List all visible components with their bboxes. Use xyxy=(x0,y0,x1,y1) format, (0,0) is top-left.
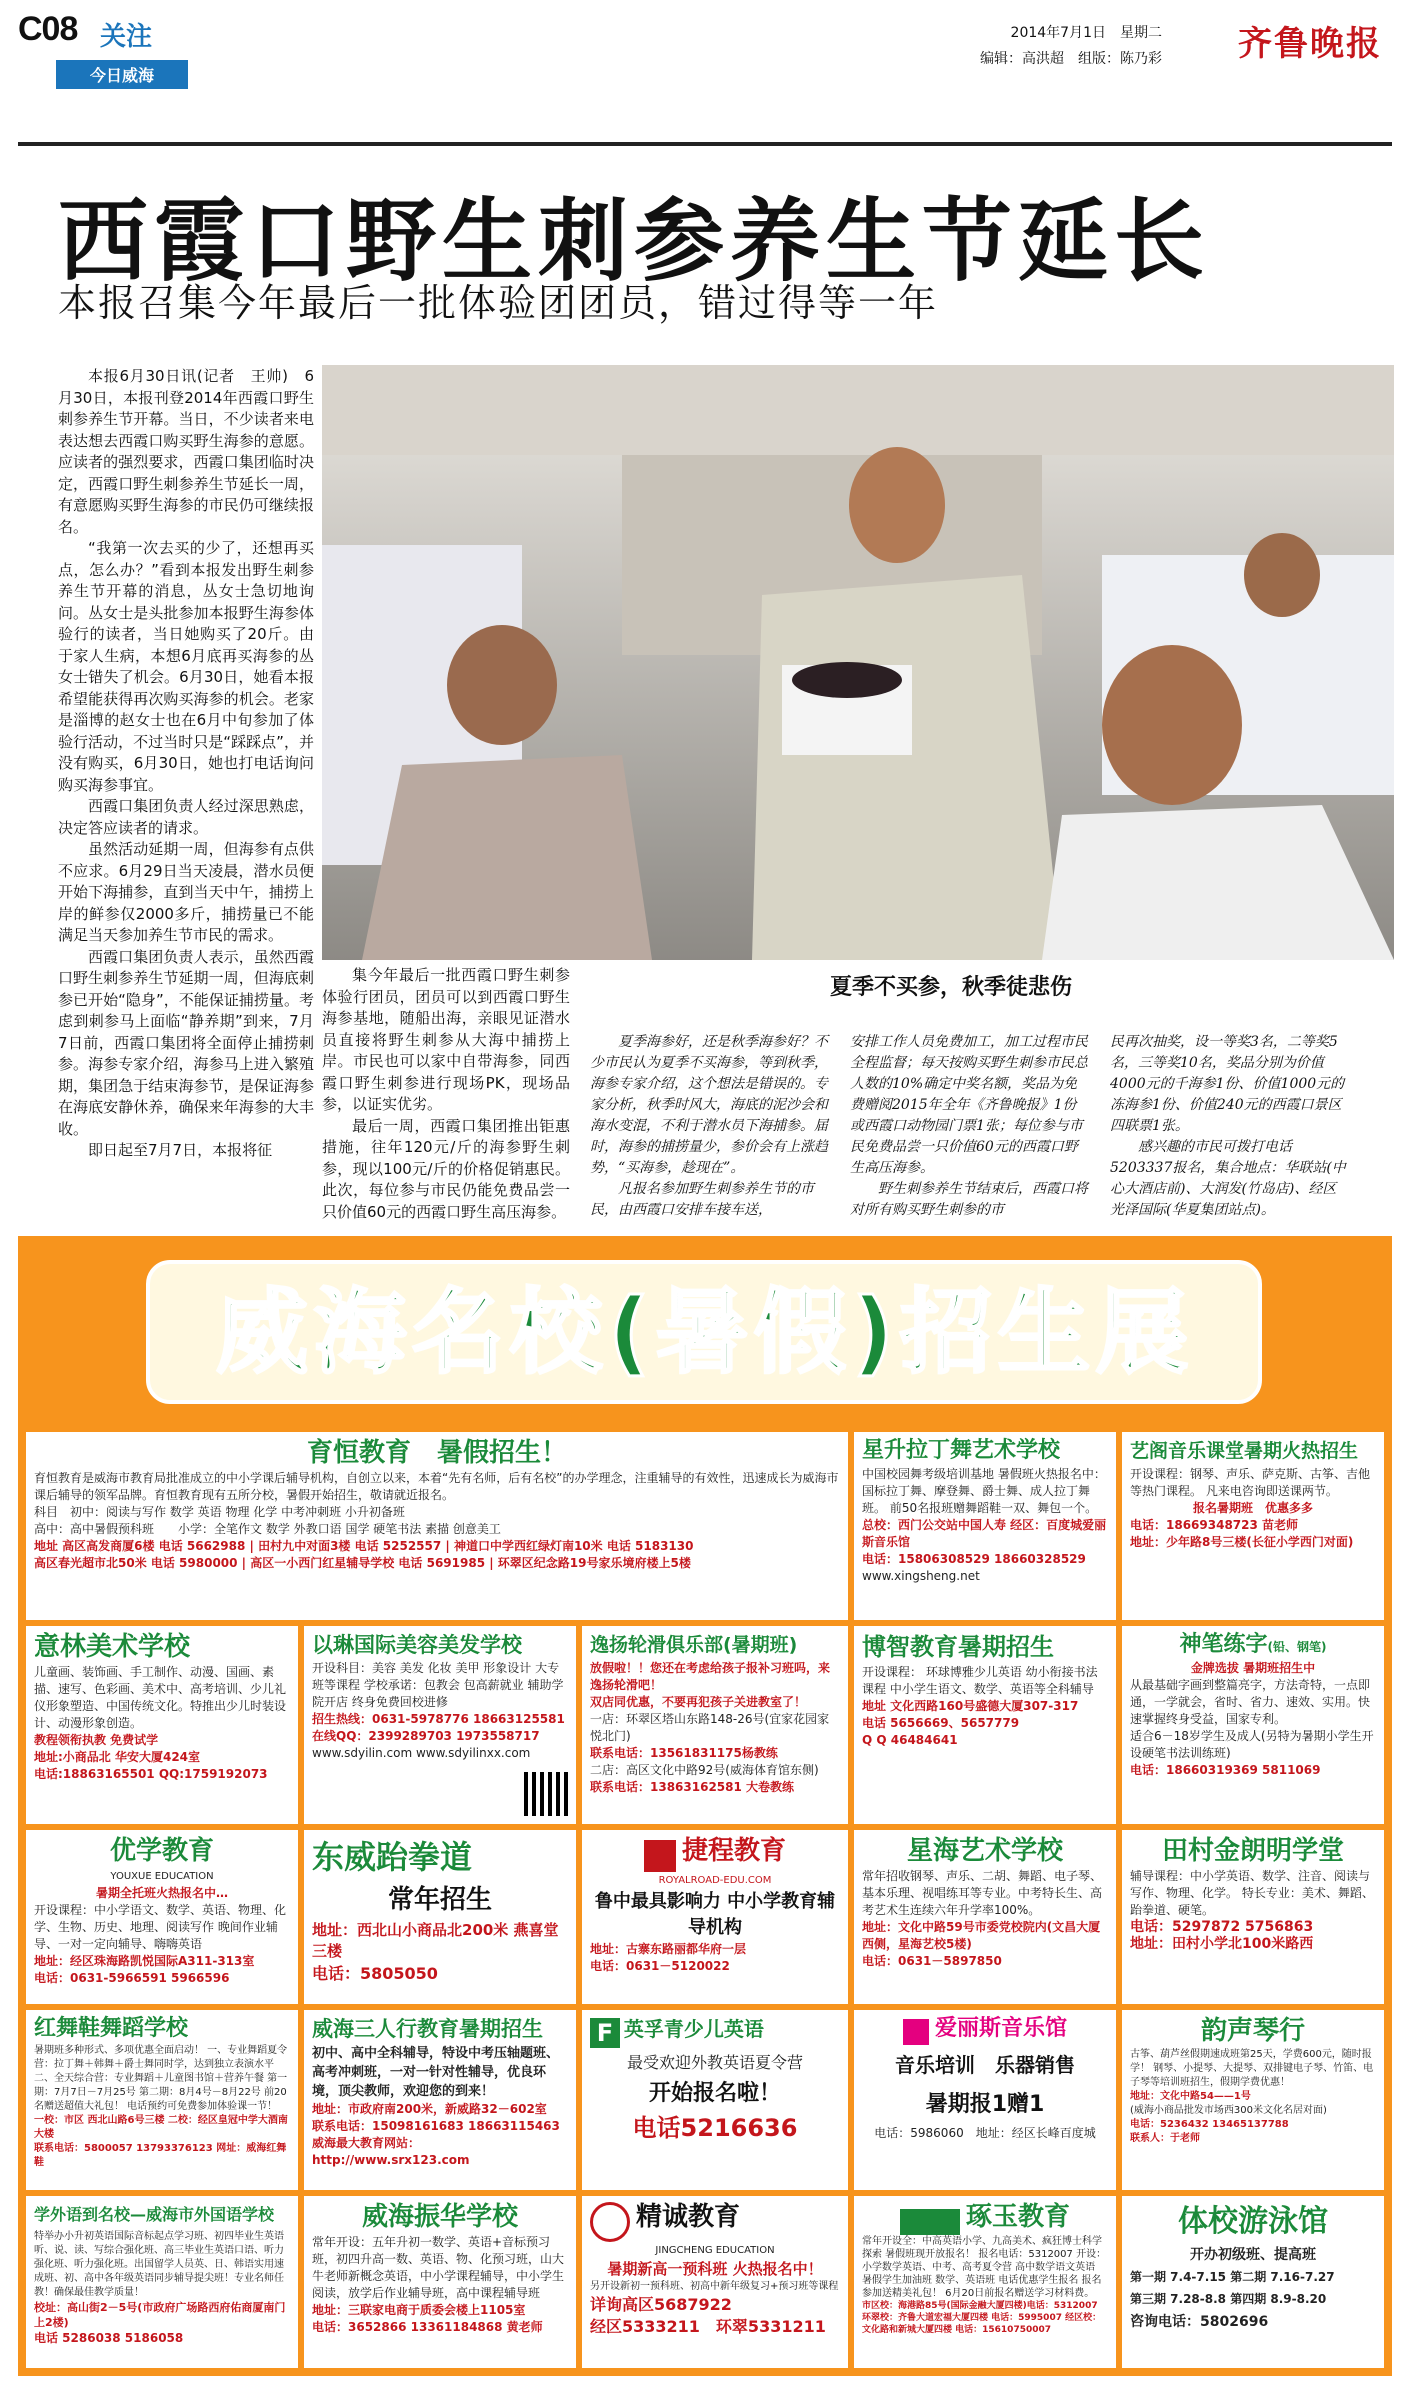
card-website[interactable]: ROYALROAD-EDU.COM xyxy=(658,1874,772,1886)
card-address: 一店：环翠区塔山东路148-26号(宜家花园家悦北门) xyxy=(590,1712,830,1743)
card-address: 地址 高区高发商厦6楼 电话 5662988 | 田村九中对面3楼 电话 5252557 | 神道口中学西红绿灯南10米 电话 5183130 xyxy=(34,1539,694,1553)
card-promo: 报名暑期班 优惠多多 xyxy=(1192,1501,1313,1515)
card-title: 以琳国际美容美发学校 xyxy=(312,1633,522,1657)
card-jingcheng xyxy=(582,2196,848,2368)
paragraph: 集今年最后一批西霞口野生刺参体验行团员，团员可以到西霞口野生海参基地，随船出海，亲眼见证潜水员直接将野生刺参从大海中捕捞上岸。市民也可以家中自带海参，同西霞口野生刺参进行现场PK，现场品参，以证实优劣。 xyxy=(322,966,570,1113)
card-jiecheng xyxy=(582,1830,848,2004)
section-title: 关注 xyxy=(100,22,153,52)
card-title: 琢玉教育 xyxy=(965,2202,1070,2232)
paragraph: 最后一周，西霞口集团推出钜惠措施，往年120元/斤的海参野生刺参，现以100元/斤的价格促销惠民。此次，每位参与市民仍能免费品尝一只价值60元的西霞口野生高压海参。 xyxy=(322,1116,570,1221)
card-title: 威海三人行教育暑期招生 xyxy=(312,2017,543,2041)
card-address: 地址：市政府南200米，新威路32－602室 xyxy=(312,2102,547,2116)
card-body: 常年开设：五年升初一数学、英语+音标预习班，初四升高一数、英语、物、化预习班，山大牛老师新概念英语，中小学课程辅导，中小学生阅读，放学后作业辅导班，高中课程辅导班 xyxy=(312,2235,565,2300)
card-subtitle: 开办初级班、提高班 xyxy=(1190,2247,1316,2263)
card-body: 常年开设全：中高英语小学、九高美术、疯狂博士科学探索 暑假班现开放报名！ 报名电话：5312007 开设：小学数学英语、中考、高考夏令营 高中数学语文英语 暑假学生加油班 数学、英语班 电话优惠学生报名 报名参加送精美礼包！ 6月20日前报名赠送学习材料费。 xyxy=(862,2235,1107,2299)
card-promo: 开始报名啦！ xyxy=(648,2080,781,2106)
sidebar-column-3 xyxy=(1110,1032,1350,1227)
card-phone: 电话：5236432 13465137788 xyxy=(1130,2119,1289,2130)
card-address: 地址：三联家电商于质委会楼上1105室 xyxy=(312,2303,526,2317)
card-website[interactable]: 威海最大教育网站：http://www.srx123.com xyxy=(312,2136,470,2167)
card-title: 爱丽斯音乐馆 xyxy=(934,2016,1067,2041)
card-english-name: YOUXUE EDUCATION xyxy=(110,1871,214,1882)
card-subtitle: (铅、钢笔) xyxy=(1267,1640,1327,1654)
card-address-note: (威海小商品批发市场西300米文化名居对面) xyxy=(1130,2105,1327,2116)
card-shenbi xyxy=(1122,1626,1384,1824)
card-address: 地址：文化中路59号市委党校院内(文昌大厦西侧，星海艺校5楼) xyxy=(862,1920,1101,1951)
card-title: 星海艺术学校 xyxy=(906,1836,1063,1866)
jingcheng-logo-icon xyxy=(590,2202,630,2242)
photo-caption: 夏季不买参，秋季徒悲伤 xyxy=(830,975,1073,1000)
card-title: 英孚青少儿英语 xyxy=(623,2017,764,2041)
sidebar-column-2 xyxy=(850,1032,1090,1227)
card-contact: 联系人：于老师 xyxy=(1130,2133,1200,2144)
card-body: 儿童画、装饰画、手工制作、动漫、国画、素描、速写、色彩画、美术中、高考培训、少儿礼仪形象塑造、中国传统文化。特推出少儿时装设计、动漫形象创造。 xyxy=(34,1665,287,1730)
newspaper-masthead: 齐鲁晚报 xyxy=(1238,24,1382,64)
card-promo: 暑期报1赠1 xyxy=(925,2091,1045,2117)
card-promo: 双店同优惠，不要再犯孩子关进教室了！ xyxy=(590,1695,807,1709)
card-promo: 暑期全托班火热报名中… xyxy=(95,1886,228,1900)
card-title: 逸扬轮滑俱乐部(暑期班) xyxy=(590,1634,798,1656)
card-phone: 电话5216636 xyxy=(632,2113,798,2142)
school-ad-section xyxy=(18,1236,1392,2376)
header-rule xyxy=(18,142,1392,146)
card-xingsheng xyxy=(854,1432,1116,1620)
ad-title-art xyxy=(18,1236,1392,1426)
card-phone: 联系电话：5800057 13793376123 网址：威海红舞鞋 xyxy=(34,2143,287,2168)
paragraph: 虽然活动延期一周，但海参有点供不应求。6月29日当天凌晨，潜水员便开始下海捕参，直到当天中午，捕捞上岸的鲜参仅2000多斤，捕捞量已不能满足当天参加养生节市民的需求。 xyxy=(58,840,314,944)
card-yiyang xyxy=(582,1626,848,1824)
card-english-name: JINGCHENG EDUCATION xyxy=(655,2244,775,2256)
card-yingfu xyxy=(582,2010,848,2190)
qr-code-icon xyxy=(524,1772,568,1816)
bus-interior-photo xyxy=(322,365,1394,960)
card-body: 辅导课程：中小学英语、数学、注音、阅读与写作、物理、化学。 特长专业：美术、舞蹈、跆拳道、硬笔。 xyxy=(1130,1869,1374,1917)
card-phone: 电话：5986060 地址：经区长峰百度城 xyxy=(874,2125,1096,2140)
card-subjects: 高中：高中暑假预科班 小学：全笔作文 数学 外教口语 国学 硬笔书法 素描 创意美工 xyxy=(34,1522,501,1536)
card-address: 地址：经区珠海路凯悦国际A311-313室 xyxy=(34,1954,255,1968)
card-title: 威海振华学校 xyxy=(361,2202,518,2232)
card-website[interactable]: www.sdyilin.com www.sdyilinxx.com xyxy=(312,1746,531,1760)
card-phone: 电话：3652866 13361184868 黄老师 xyxy=(312,2320,543,2334)
card-address: 一校：市区 西北山路6号三楼 二校：经区皇冠中学大酒南大楼 xyxy=(34,2115,288,2140)
card-address: 地址：西北山小商品北200米 燕喜堂三楼 xyxy=(312,1921,559,1960)
card-title: 精诚教育 xyxy=(636,2202,741,2232)
card-body: 中国校园舞考级培训基地 暑假班火热报名中：国标拉丁舞、摩登舞、爵士舞、成人拉丁舞班。 前50名报班赠舞蹈鞋一双、舞包一个。 xyxy=(862,1467,1106,1515)
page-number: C08 xyxy=(18,10,78,48)
subsection-tag: 今日威海 xyxy=(56,60,188,89)
card-address: 二店：高区文化中路92号(威海体育馆东侧) xyxy=(590,1763,819,1777)
card-hongwuxie xyxy=(26,2010,298,2190)
card-body: 从最基础字画到整篇亮字，方法奇特，一点即通，一学就会，省时、省力、速效、实用。快速掌握终身受益，国家专利。 xyxy=(1130,1678,1371,1726)
card-phone: 联系电话：13863162581 大卷教练 xyxy=(590,1780,795,1794)
article-column-1 xyxy=(58,366,314,1226)
editors-line: 编辑：高洪超 组版：陈乃彩 xyxy=(980,51,1162,67)
paragraph: 本报6月30日讯(记者 王帅) 6月30日，本报刊登2014年西霞口野生刺参养生节开幕。当日，不少读者来电表达想去西霞口购买野生海参的意愿。应读者的强烈要求，西霞口集团临时决定，西霞口野生刺参养生节延长一周，有意愿购买野生海参的市民仍可继续报名。 xyxy=(58,367,314,536)
card-address: 高区春光超市北50米 电话 5980000 | 高区一小西门红星辅导学校 电话 5691985 | 环翠区纪念路19号家乐境府楼上5楼 xyxy=(34,1556,691,1570)
paragraph: 西霞口集团负责人经过深思熟虑，决定答应读者的请求。 xyxy=(58,797,314,837)
card-promo: 金牌选拔 暑期班招生中 xyxy=(1190,1661,1316,1675)
card-phone: 电话：18660319369 5811069 xyxy=(1130,1763,1321,1777)
card-address: 市区校：海港路85号(国际金融大厦四楼)电话：5312007 环翠校：齐鲁大道宏福大厦四楼 电话：5995007 经区校：文化路和新城大厦四楼 电话：15610750007 xyxy=(862,2300,1102,2335)
article-headline: 西霞口野生刺参养生节延长 xyxy=(58,189,1210,294)
sidebar-paragraph: 凡报名参加野生刺参养生节的市民，由西霞口安排车接车送， xyxy=(590,1181,814,1218)
card-body: 音乐培训 乐器销售 xyxy=(895,2052,1075,2077)
card-foreign-lang xyxy=(26,2196,298,2368)
card-yige xyxy=(1122,1432,1384,1620)
sidebar-paragraph: 民再次抽奖，设一等奖3名，二等奖5名，三等奖10名，奖品分别为价值4000元的千海参1份、价值1000元的冻海参1份、价值240元的西霞口景区四联票1张。 xyxy=(1110,1034,1345,1134)
card-phone: 电话：5805050 xyxy=(312,1964,438,1983)
card-address: 地址:小商品北 华安大厦424室 xyxy=(34,1750,201,1764)
news-photo xyxy=(322,365,1394,960)
sidebar-paragraph: 感兴趣的市民可拨打电话5203337报名，集合地点：华联站(中心大酒店前)、大润发(竹岛店)、经区光泽国际(华夏集团站点)。 xyxy=(1110,1139,1346,1218)
card-zhenhua xyxy=(304,2196,576,2368)
card-body: 鲁中最具影响力 中小学教育辅导机构 xyxy=(594,1890,836,1938)
page-header xyxy=(18,10,1392,90)
sidebar-paragraph: 安排工作人员免费加工，加工过程市民全程监督；每天按购买野生刺参市民总人数的10%确定中奖名额，奖品为免费赠阅2015年全年《齐鲁晚报》1份或西霞口动物园门票1张；每位参与市民免费品尝一只价值60元的西霞口野生高压海参。 xyxy=(850,1034,1088,1176)
card-subtitle: 常年招生 xyxy=(387,1885,492,1915)
sidebar-column-1 xyxy=(590,1032,830,1227)
card-address: 地址：文化中路54——1号 xyxy=(1130,2091,1251,2102)
card-qq: Q Q 46484641 xyxy=(862,1733,958,1747)
card-qq: 在线QQ：2399289703 1973558717 xyxy=(312,1729,540,1743)
card-bozhi xyxy=(854,1626,1116,1824)
card-phone: 联系电话：15098161683 18663115463 xyxy=(312,2119,560,2133)
zhuoyu-logo-icon xyxy=(900,2209,960,2235)
card-phone: 联系电话：13561831175杨教练 xyxy=(590,1746,778,1760)
card-phone: 咨询电话：5802696 xyxy=(1130,2314,1269,2330)
card-phone: 电话：0631－5897850 xyxy=(862,1954,1002,1968)
dateline: 2014年7月1日 星期二 xyxy=(1010,25,1162,41)
card-address: 地址：少年路8号三楼(长征小学西门对面) xyxy=(1130,1535,1354,1549)
yingfu-logo-icon: F xyxy=(590,2018,620,2048)
card-promo: 放假啦！！您还在考虑给孩子报补习班吗，来逸扬轮滑吧！ xyxy=(590,1661,831,1692)
card-body: 常年招收钢琴、声乐、二胡、舞蹈、电子琴、基本乐理、视唱练耳等专业。中考特长生、高考艺术生连续六年升学率100%。 xyxy=(862,1869,1103,1917)
card-title: 红舞鞋舞蹈学校 xyxy=(34,2016,189,2041)
card-phone: 经区5333211 环翠5331211 xyxy=(590,2316,826,2336)
card-yuheng xyxy=(26,1432,848,1620)
card-phone: 电话：5297872 5756863 xyxy=(1130,1919,1314,1935)
card-body: 育恒教育是威海市教育局批准成立的中小学课后辅导机构，自创立以来，本着“先有名师，后有名校”的办学理念，注重辅导的有效性，迅速成长为威海市课后辅导的领军品牌。育恒教育现有五所分校，暑假开始招生，敬请就近报名。 xyxy=(34,1471,839,1502)
card-phone: 电话 5286038 5186058 xyxy=(34,2331,184,2345)
card-body: 开设课程：中小学语文、数学、英语、物理、化学、生物、历史、地理、阅读写作 晚间作业辅导、一对一定向辅导、嗨嗨英语 xyxy=(34,1903,287,1951)
jiecheng-logo-icon xyxy=(644,1840,676,1872)
card-schedule: 第一期 7.4-7.15 第二期 7.16-7.27 xyxy=(1130,2270,1335,2284)
card-title: 东威跆拳道 xyxy=(312,1838,473,1876)
card-yilin-art xyxy=(26,1626,298,1824)
card-body: 最受欢迎外教英语夏令营 xyxy=(626,2052,803,2072)
card-xinghai xyxy=(854,1830,1116,2004)
card-body: 初中、高中全科辅导，特设中考压轴题班、高考冲刺班，一对一针对性辅导，优良环境，顶尖教师，欢迎您的到来！ xyxy=(312,2046,560,2099)
card-phone: 电话:18863165501 QQ:1759192073 xyxy=(34,1767,268,1781)
paragraph: 即日起至7月7日，本报将征 xyxy=(88,1141,273,1159)
sidebar-paragraph: 夏季海参好，还是秋季海参好？不少市民认为夏季不买海参，等到秋季，海参专家介绍，这个想法是错误的。专家分析，秋季时风大，海底的泥沙会和海水变混，不利于潜水员下海捕参。届时，海参的捕捞量少，参价会有上涨趋势，“买海参，趁现在”。 xyxy=(590,1034,828,1176)
card-phone: 电话：0631-5966591 5966596 xyxy=(34,1971,230,1985)
card-phone: 电话 5656669、5657779 xyxy=(862,1716,1020,1730)
card-body: 暑期班多种形式、多项优惠全面启动！ 一、专业舞蹈夏令营：拉丁舞＋韩舞＋爵士舞同时学，达到独立表演水平 二、全天综合营：专业舞蹈＋儿童图书馆＋营养午餐 第一期：7月7日－7月25号 第二期：8月4号－8月22号 前20名赠送超值大礼包！ 电话预约可免费参加体验课一节！ xyxy=(34,2045,288,2112)
card-yunsheng xyxy=(1122,2010,1384,2190)
card-sanrenxing xyxy=(304,2010,576,2190)
article-column-2 xyxy=(322,965,570,1225)
card-promo: 教程领衔执教 免费试学 xyxy=(34,1733,159,1747)
card-address: 地址 文化西路160号盛德大厦307-317 xyxy=(862,1699,1079,1713)
card-zhuoyu xyxy=(854,2196,1116,2368)
card-title: 捷程教育 xyxy=(681,1836,786,1866)
card-body: 另开设新初一预科班、初高中新年级复习+预习班等课程 xyxy=(590,2280,839,2292)
card-phone: 招生热线：0631-5978776 18663125581 xyxy=(312,1712,565,1726)
card-website[interactable]: www.xingsheng.net xyxy=(862,1569,980,1583)
card-ailisi xyxy=(854,2010,1116,2190)
card-phone: 电话：0631－5120022 xyxy=(590,1958,730,1973)
sidebar-paragraph: 野生刺参养生节结束后，西霞口将对所有购买野生刺参的市 xyxy=(850,1181,1088,1218)
card-title: 神笔练字 xyxy=(1179,1632,1268,1657)
card-title: 育恒教育 暑假招生！ xyxy=(306,1438,567,1468)
card-title: 体校游泳馆 xyxy=(1178,2204,1328,2239)
card-address: 总校：西门公交站中国人寿 经区：百度城爱丽斯音乐馆 xyxy=(862,1518,1107,1549)
card-subjects: 科目 初中：阅读与写作 数学 英语 物理 化学 中考冲刺班 小升初备班 xyxy=(34,1505,405,1519)
ad-title-text: 威海名校(暑假)招生展 xyxy=(215,1279,1195,1386)
card-body: 开设课程： 环球博雅少儿英语 幼小衔接书法课程 中小学生语文、数学、英语等全科辅导 xyxy=(862,1665,1098,1696)
card-title: 博智教育暑期招生 xyxy=(862,1633,1054,1661)
card-title: 田村金朗明学堂 xyxy=(1161,1836,1344,1866)
card-body: 古筝、葫芦丝假期速成班第25天，学费600元，随时报学！ 钢琴、小提琴、大提琴、双排键电子琴、竹笛、电子琴等培训班招生，假期学费优惠！ xyxy=(1130,2049,1374,2088)
card-swimming xyxy=(1122,2196,1384,2368)
paragraph: “我第一次去买的少了，还想再买点，怎么办？”看到本报发出野生刺参养生节开幕的消息，丛女士急切地询问。丛女士是头批参加本报野生海参体验行的读者，当日她购买了20斤。由于家人生病，本想6月底再买海参的丛女士错失了机会。6月30日，她看本报希望能获得再次购买海参的机会。老家是淄博的赵女士也在6月中旬参加了体验行活动，不过当时只是“踩踩点”，并没有购买，6月30日，她也打电话询问购买海参事宜。 xyxy=(58,539,314,794)
card-body: 适合6－18岁学生及成人(另特为暑期小学生开设硬笔书法训练班) xyxy=(1130,1729,1374,1760)
card-title: 优学教育 xyxy=(109,1836,214,1866)
card-tiancun xyxy=(1122,1830,1384,2004)
card-phone: 电话：15806308529 18660328529 xyxy=(862,1552,1086,1566)
card-phone: 详询高区5687922 xyxy=(590,2294,732,2314)
card-address: 地址：田村小学北100米路西 xyxy=(1130,1936,1314,1952)
card-title: 韵声琴行 xyxy=(1200,2016,1305,2046)
ailisi-logo-icon xyxy=(903,2019,929,2045)
article-subhead: 本报召集今年最后一批体验团团员，错过得等一年 xyxy=(58,281,939,325)
card-body: 特举办小升初英语国际音标起点学习班、初四毕业生英语听、说、读、写综合强化班、高三毕业生英语口语、听力强化班、听力强化班。出国留学人员英、日、韩语实用速成班、初、高中各年级英语同步辅导提尖班！专业名师任教！确保最佳教学质量！ xyxy=(34,2231,284,2298)
ad-banner-title xyxy=(18,1236,1392,1426)
card-yilin-beauty xyxy=(304,1626,576,1824)
card-address: 地址：古寨东路丽都华府一层 xyxy=(590,1941,747,1956)
card-phone: 电话：18669348723 苗老师 xyxy=(1130,1518,1299,1532)
card-schedule: 第三期 7.28-8.8 第四期 8.9-8.20 xyxy=(1130,2292,1327,2306)
card-title: 学外语到名校—威海市外国语学校 xyxy=(34,2205,275,2224)
card-dongwei xyxy=(304,1830,576,2004)
card-address: 校址：高山街2－5号(市政府广场路西府佑商厦南门上2楼) xyxy=(34,2301,286,2329)
paragraph: 西霞口集团负责人表示，虽然西霞口野生刺参养生节延期一周，但海底刺参已开始“隐身”，不能保证捕捞量。考虑到刺参马上面临“静养期”到来，7月7日前，西霞口集团将全面停止捕捞刺参。海参专家介绍，海参马上进入繁殖期，集团急于结束海参节，是保证海参在海底安静休养，确保来年海参的大丰收。 xyxy=(58,947,314,1138)
card-body: 开设课程：钢琴、声乐、萨克斯、古筝、吉他等热门课程。 凡来电咨询即送课两节。 xyxy=(1130,1467,1371,1498)
card-body: 开设科目：美容 美发 化妆 美甲 形象设计 大专班等课程 学校承诺：包教会 包高薪就业 辅助学院开店 终身免费回校进修 xyxy=(312,1661,564,1709)
card-title: 意林美术学校 xyxy=(34,1632,191,1662)
card-youxue xyxy=(26,1830,298,2004)
card-title: 艺阁音乐课堂暑期火热招生 xyxy=(1130,1440,1359,1462)
card-title: 星升拉丁舞艺术学校 xyxy=(862,1438,1061,1463)
card-promo: 暑期新高一预科班 火热报名中！ xyxy=(607,2259,823,2278)
